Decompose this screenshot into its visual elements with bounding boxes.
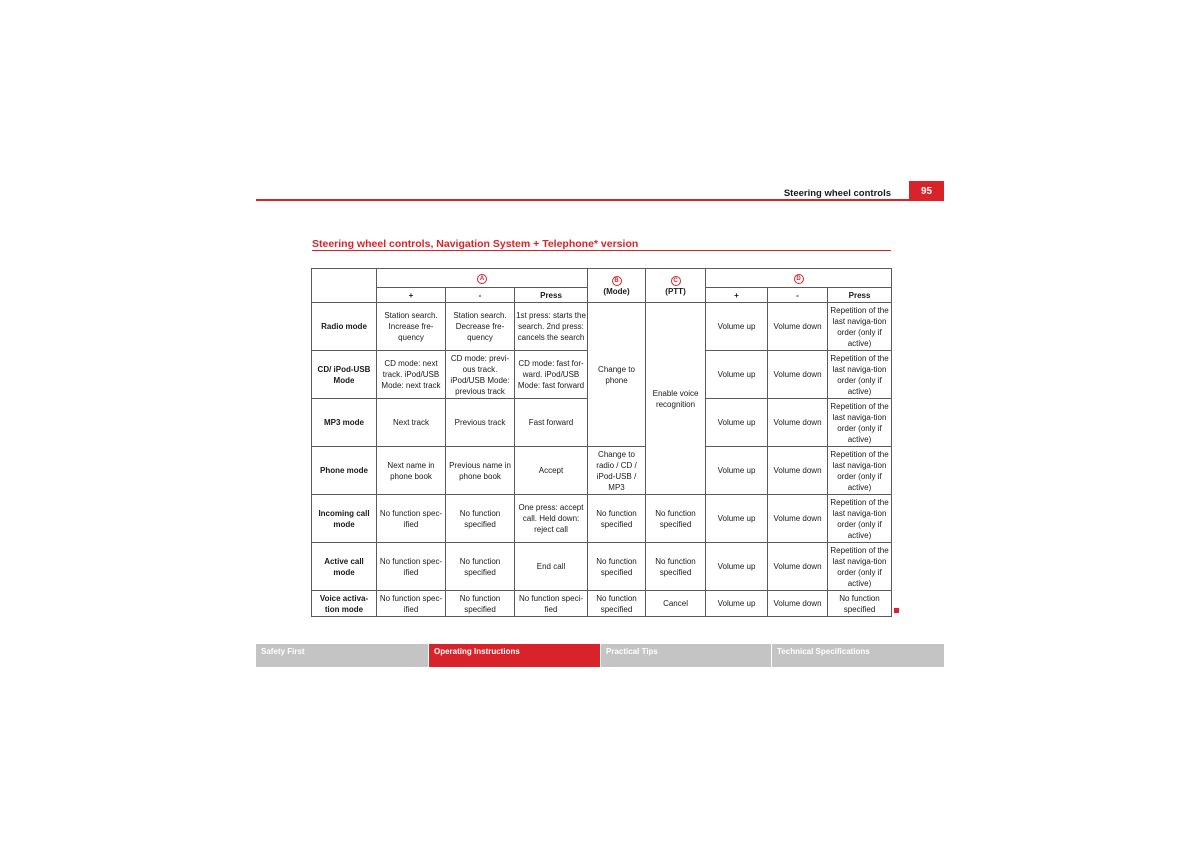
cell-a-press: Accept	[515, 447, 588, 495]
footer-tab-operating-instructions[interactable]: Operating Instructions	[429, 644, 600, 667]
footer-tab-safety-first[interactable]: Safety First	[256, 644, 428, 667]
cell-a-press: CD mode: fast for-ward. iPod/USB Mode: fast forward	[515, 351, 588, 399]
table-row	[312, 495, 892, 543]
group-d-header	[706, 269, 892, 288]
cell-a-plus: CD mode: next track. iPod/USB Mode: next track	[377, 351, 446, 399]
a-plus-header: +	[377, 288, 446, 303]
cell-d-press: Repetition of the last naviga-tion order (only if active)	[828, 399, 892, 447]
cell-a-plus: Next track	[377, 399, 446, 447]
a-press-header: Press	[515, 288, 588, 303]
running-header-title: Steering wheel controls	[783, 188, 891, 199]
cell-d-press: Repetition of the last naviga-tion order (only if active)	[828, 543, 892, 591]
table-row	[312, 303, 892, 351]
group-c-header	[646, 269, 706, 303]
cell-a-minus: No function specified	[446, 591, 515, 617]
controls-table	[311, 268, 892, 617]
cell-a-minus: CD mode: previ-ous track. iPod/USB Mode: previous track	[446, 351, 515, 399]
cell-d-plus: Volume up	[706, 447, 768, 495]
cell-d-plus: Volume up	[706, 303, 768, 351]
cell-a-minus: No function specified	[446, 495, 515, 543]
group-c-label: (PTT)	[665, 287, 686, 296]
cell-d-plus: Volume up	[706, 543, 768, 591]
table-row	[312, 447, 892, 495]
cell-c: No function specified	[646, 543, 706, 591]
cell-d-plus: Volume up	[706, 495, 768, 543]
cell-d-press: Repetition of the last naviga-tion order (only if active)	[828, 495, 892, 543]
footer-tab-technical-specifications[interactable]: Technical Specifications	[772, 644, 944, 667]
cell-b-change-to-radio: Change to radio / CD / iPod-USB / MP3	[588, 447, 646, 495]
cell-b: No function specified	[588, 543, 646, 591]
cell-a-plus: No function spec-ified	[377, 591, 446, 617]
row-label: Voice activa-tion mode	[312, 591, 377, 617]
cell-d-plus: Volume up	[706, 351, 768, 399]
cell-d-minus: Volume down	[768, 543, 828, 591]
group-a-header	[377, 269, 588, 288]
cell-d-press: Repetition of the last naviga-tion order (only if active)	[828, 351, 892, 399]
cell-b: No function specified	[588, 591, 646, 617]
cell-a-plus: No function spec-ified	[377, 543, 446, 591]
control-b-badge: B	[612, 276, 622, 286]
cell-d-press: No function specified	[828, 591, 892, 617]
row-label: Radio mode	[312, 303, 377, 351]
table-row	[312, 543, 892, 591]
cell-d-minus: Volume down	[768, 447, 828, 495]
d-minus-header: -	[768, 288, 828, 303]
section-title: Steering wheel controls, Navigation System + Telephone* version	[312, 238, 639, 250]
cell-a-press: End call	[515, 543, 588, 591]
cell-a-press: Fast forward	[515, 399, 588, 447]
cell-d-minus: Volume down	[768, 351, 828, 399]
table-row	[312, 591, 892, 617]
corner-cell	[312, 269, 377, 303]
cell-a-minus: Previous track	[446, 399, 515, 447]
row-label: Active call mode	[312, 543, 377, 591]
cell-d-plus: Volume up	[706, 591, 768, 617]
cell-d-minus: Volume down	[768, 495, 828, 543]
cell-d-plus: Volume up	[706, 399, 768, 447]
row-label: Incoming call mode	[312, 495, 377, 543]
cell-c-enable-voice: Enable voice recognition	[646, 303, 706, 495]
cell-a-plus: Next name in phone book	[377, 447, 446, 495]
d-plus-header: +	[706, 288, 768, 303]
cell-b-change-to-phone: Change to phone	[588, 303, 646, 447]
cell-a-press: One press: accept call. Held down: reject call	[515, 495, 588, 543]
cell-d-press: Repetition of the last naviga-tion order (only if active)	[828, 303, 892, 351]
page-number: 95	[909, 181, 944, 201]
cell-a-press: 1st press: starts the search. 2nd press: cancels the search	[515, 303, 588, 351]
cell-d-press: Repetition of the last naviga-tion order (only if active)	[828, 447, 892, 495]
table-header-row	[312, 269, 892, 288]
group-b-header	[588, 269, 646, 303]
row-label: MP3 mode	[312, 399, 377, 447]
cell-c: No function specified	[646, 495, 706, 543]
d-press-header: Press	[828, 288, 892, 303]
cell-c: Cancel	[646, 591, 706, 617]
cell-d-minus: Volume down	[768, 591, 828, 617]
control-d-badge: D	[794, 274, 804, 284]
group-b-label: (Mode)	[603, 287, 630, 296]
cell-a-minus: Previous name in phone book	[446, 447, 515, 495]
footer-tab-practical-tips[interactable]: Practical Tips	[601, 644, 771, 667]
header-rule	[256, 199, 944, 201]
cell-b: No function specified	[588, 495, 646, 543]
row-label: CD/ iPod-USB Mode	[312, 351, 377, 399]
cell-a-minus: Station search. Decrease fre-quency	[446, 303, 515, 351]
cell-d-minus: Volume down	[768, 399, 828, 447]
row-label: Phone mode	[312, 447, 377, 495]
cell-a-press: No function speci-fied	[515, 591, 588, 617]
section-rule	[312, 250, 891, 251]
control-a-badge: A	[477, 274, 487, 284]
end-of-section-marker	[894, 608, 899, 613]
cell-a-plus: No function spec-ified	[377, 495, 446, 543]
a-minus-header: -	[446, 288, 515, 303]
cell-a-plus: Station search. Increase fre-quency	[377, 303, 446, 351]
cell-d-minus: Volume down	[768, 303, 828, 351]
cell-a-minus: No function specified	[446, 543, 515, 591]
control-c-badge: C	[671, 276, 681, 286]
